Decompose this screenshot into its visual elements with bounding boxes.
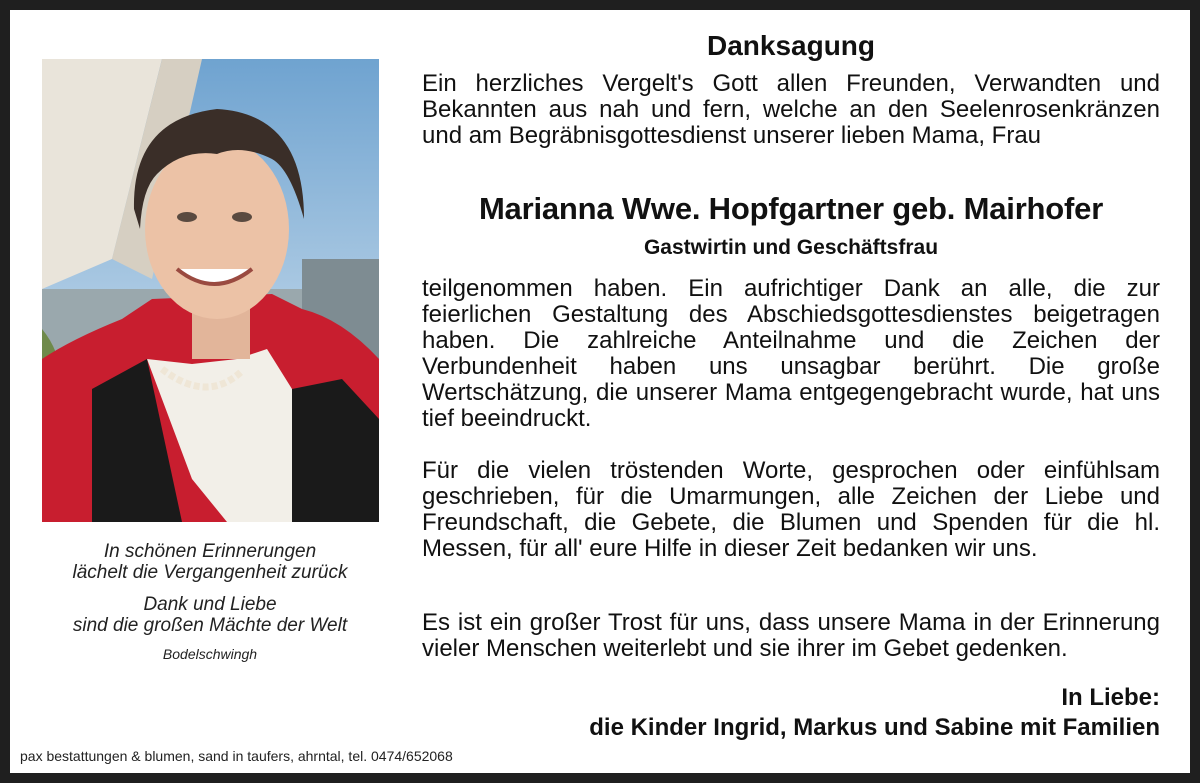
thanks-paragraph-1: teilgenommen haben. Ein aufrichtiger Dank an alle, die zur feierlichen Gestaltung des Abschiedsgottesdienstes beigetragen haben. Die zahlreiche Anteilnahme und die Zeichen der Verbundenheit haben uns unsagbar berührt. Die große Wertschätzung, die unserer Mama entgegengebracht wurde, hat uns tief beeindruckt. xyxy=(422,275,1160,432)
deceased-occupation: Gastwirtin und Geschäftsfrau xyxy=(643,236,939,259)
intro-paragraph: Ein herzliches Vergelt's Gott allen Freunden, Verwandten und Bekannten aus nah und fern, welche an den Seelenrosenkränzen und am Begräbnisgottesdienst unserer lieben Mama, Frau xyxy=(422,70,1160,149)
thanks-paragraph-2: Für die vielen tröstenden Worte, gesprochen oder einfühlsam geschrieben, für die Umarmungen, alle Zeichen der Liebe und Freundschaft, die Gebete, die Blumen und Spenden für die hl. Messen, für all' eure Hilfe in dieser Zeit bedanken wir uns. xyxy=(422,457,1160,562)
quote-line: Dank und Liebe xyxy=(143,594,277,615)
signature: die Kinder Ingrid, Markus und Sabine mit Familien xyxy=(589,714,1160,741)
thanks-paragraph-3: Es ist ein großer Trost für uns, dass unsere Mama in der Erinnerung vieler Menschen weiterlebt und sie ihrer im Gebet gedenken. xyxy=(422,609,1160,662)
quote-line: In schönen Erinnerungen xyxy=(103,541,317,562)
obituary-card xyxy=(10,10,1190,773)
signature-intro: In Liebe: xyxy=(1061,684,1160,711)
memorial-quote-part2 xyxy=(20,594,400,636)
footer-funeral-home: pax bestattungen & blumen, sand in taufers, ahrntal, tel. 0474/652068 xyxy=(20,748,453,764)
quote-line: sind die großen Mächte der Welt xyxy=(72,615,348,636)
portrait-photo xyxy=(42,59,379,522)
quote-line: lächelt die Vergangenheit zurück xyxy=(72,562,348,583)
quote-author: Bodelschwingh xyxy=(162,646,258,662)
memorial-quote-part1 xyxy=(20,541,400,583)
page-title: Danksagung xyxy=(706,30,876,61)
deceased-name: Marianna Wwe. Hopfgartner geb. Mairhofer xyxy=(478,191,1104,226)
